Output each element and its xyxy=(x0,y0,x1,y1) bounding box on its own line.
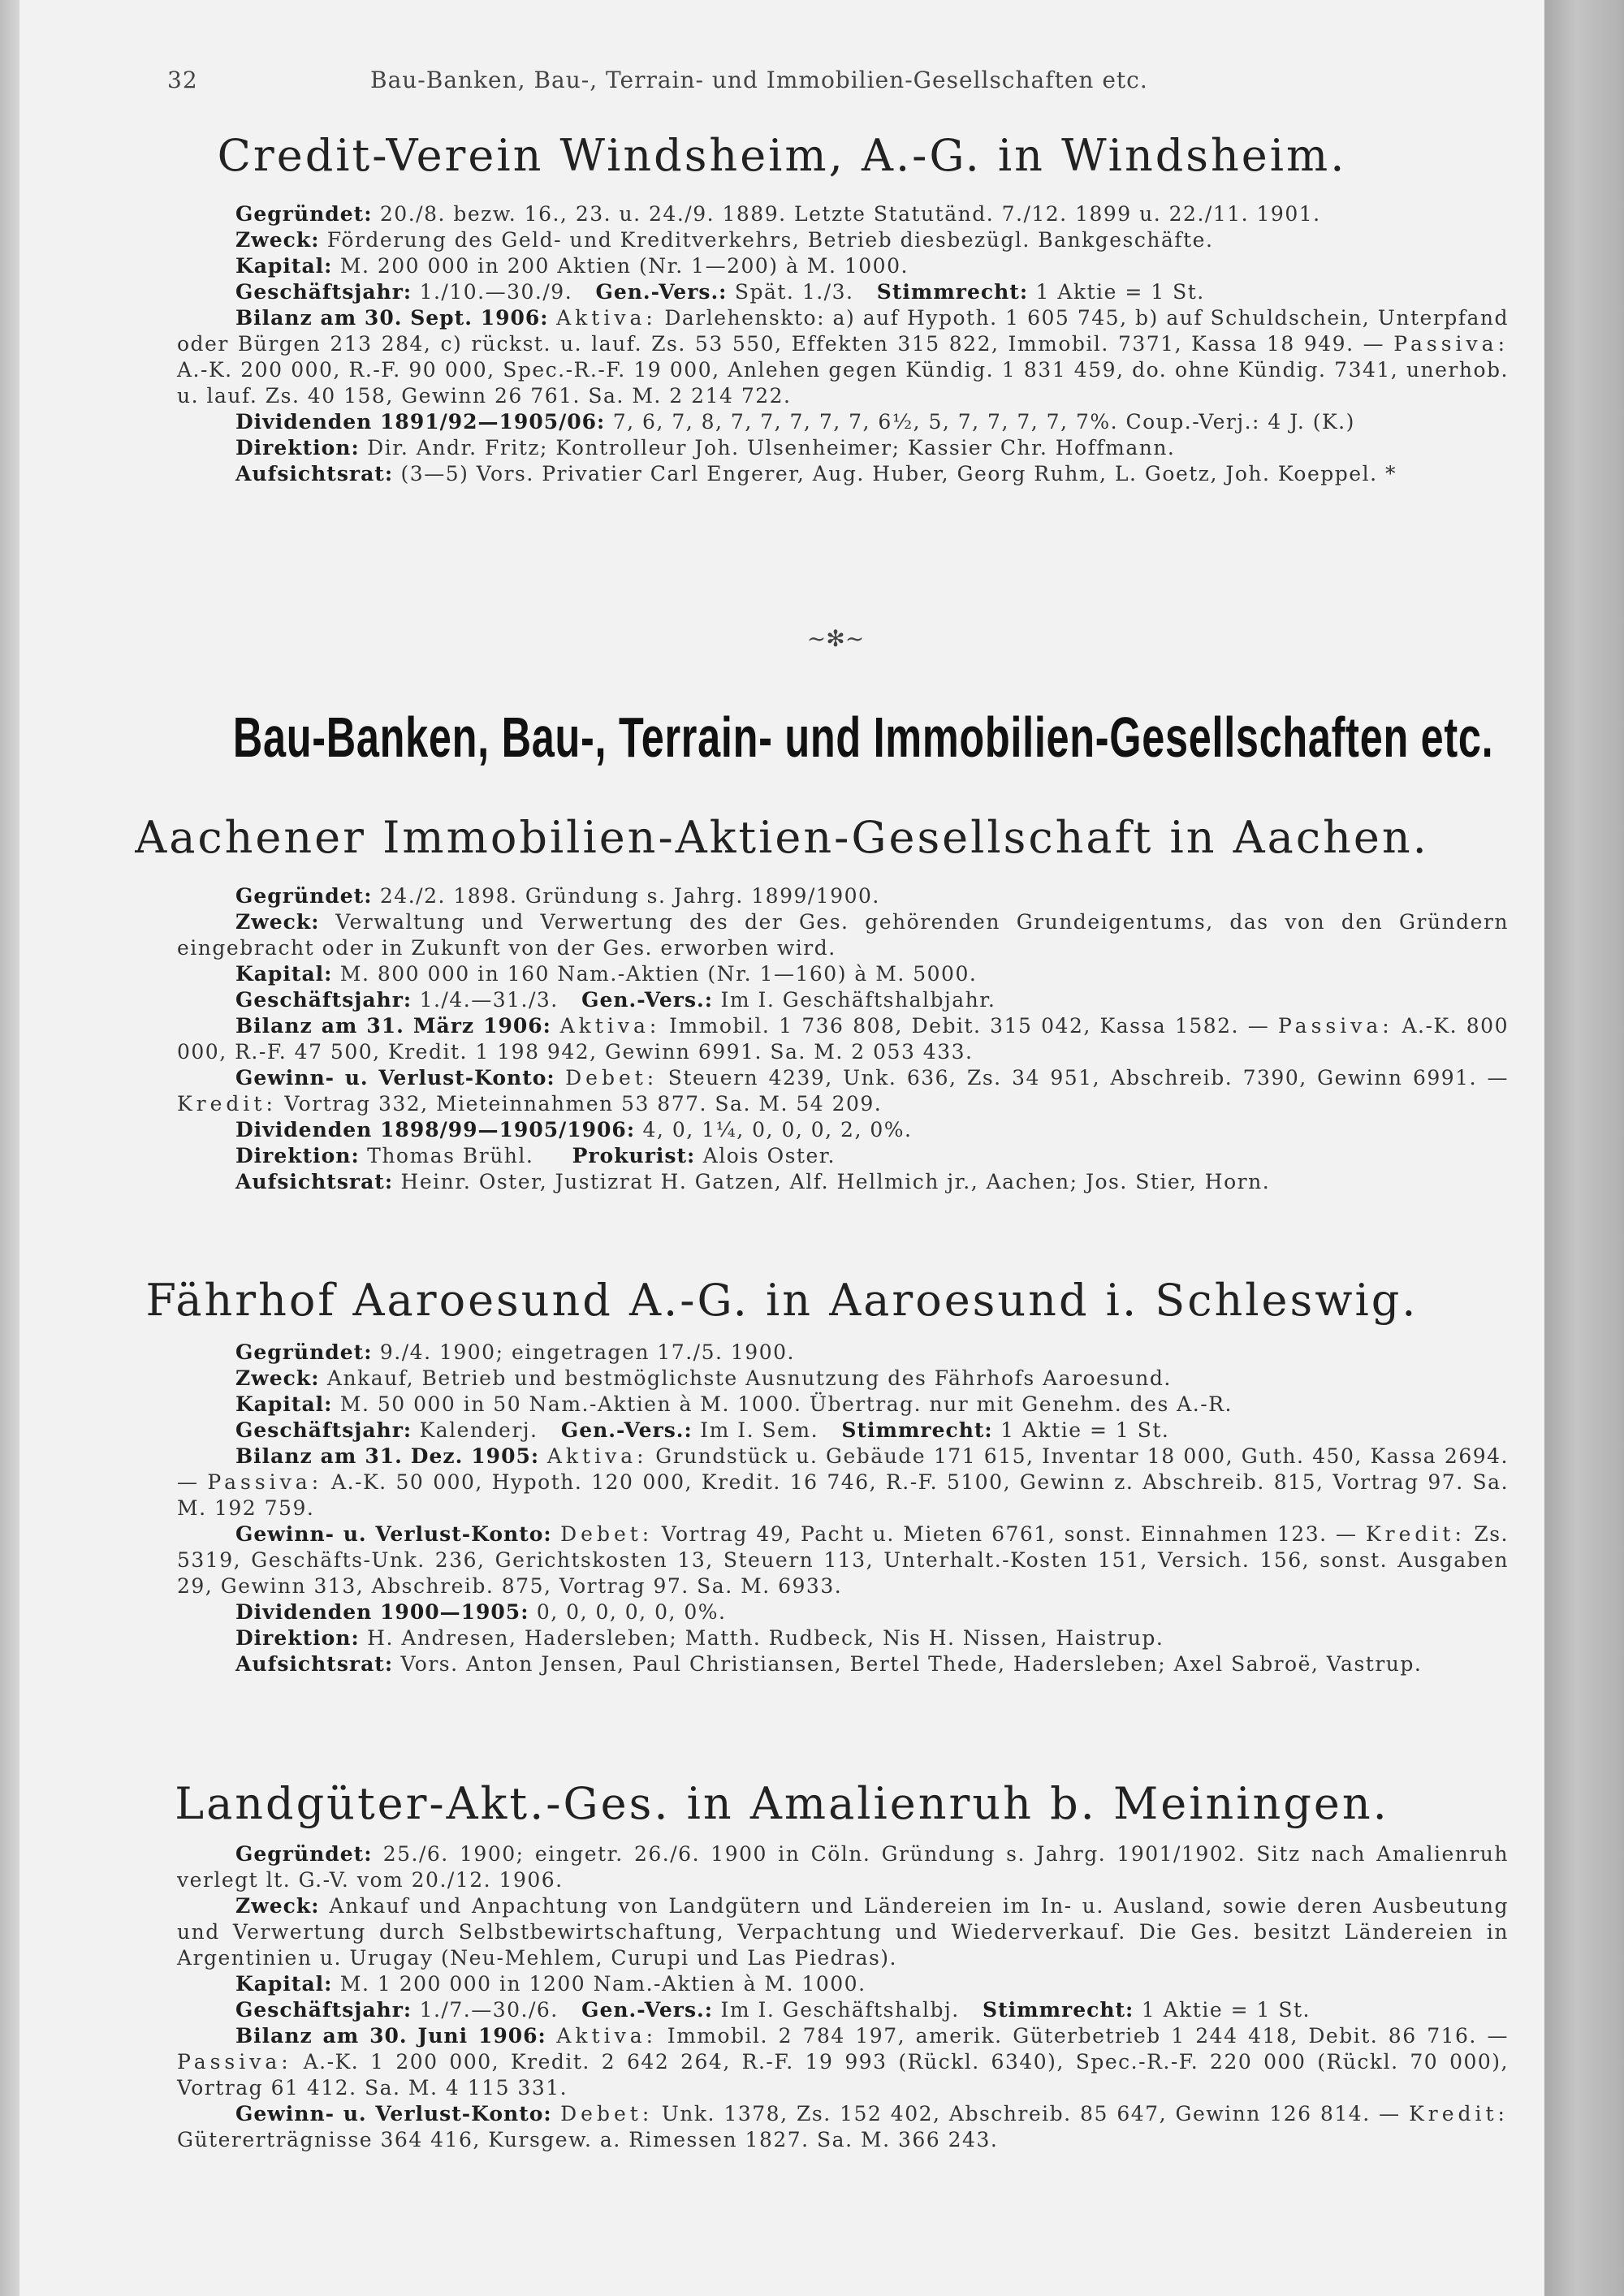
value-gegruendet: 25./6. 1900; eingetr. 26./6. 1900 in Cöln. Gründung s. Jahrg. 1901/1902. Sitz nach Amalienruh verlegt lt. G.-V. vom 20./12. 1906. xyxy=(177,1842,1509,1892)
label-passiva: Passiva: xyxy=(207,1470,323,1494)
label-passiva: Passiva: xyxy=(177,2050,292,2074)
label-aufsichtsrat: Aufsichtsrat: xyxy=(235,1170,394,1193)
value-aktiva: Grundstück u. Gebäude 171 615, Inventar 18 000, Guth. 450, Kassa 2694. — xyxy=(177,1444,1509,1494)
label-zweck: Zweck: xyxy=(235,228,320,252)
value-gegruendet: 20./8. bezw. 16., 23. u. 24./9. 1889. Letzte Statutänd. 7./12. 1899 u. 22./11. 1901. xyxy=(379,202,1321,226)
label-zweck: Zweck: xyxy=(235,1894,320,1918)
value-zweck: Ankauf, Betrieb und bestmöglichste Ausnutzung des Fährhofs Aaroesund. xyxy=(326,1366,1172,1390)
label-aktiva: Aktiva: xyxy=(559,1014,661,1038)
label-aktiva: Aktiva: xyxy=(556,306,657,330)
value-kapital: M. 800 000 in 160 Nam.-Aktien (Nr. 1—160) à M. 5000. xyxy=(339,962,978,986)
value-zweck: Förderung des Geld- und Kreditverkehrs, Betrieb diesbezügl. Bankgeschäfte. xyxy=(326,228,1214,252)
value-zweck: Ankauf und Anpachtung von Landgütern und Ländereien im In- u. Ausland, sowie deren Ausbeutung und Verwertung durch Selbstbewirtschaftung, Verpachtung und Wiederverkauf. Die Ges. besitzt Ländereien in Argentinien u. Urugay (Neu-Mehlem, Curupi und Las Piedras). xyxy=(177,1894,1509,1970)
label-geschaeftsjahr: Geschäftsjahr: xyxy=(235,1418,412,1442)
value-aufsichtsrat: Vors. Anton Jensen, Paul Christiansen, Bertel Thede, Hadersleben; Axel Sabroë, Vastrup. xyxy=(400,1652,1423,1676)
value-dividenden: 4, 0, 1¼, 0, 0, 0, 2, 0%. xyxy=(642,1118,913,1142)
label-kapital: Kapital: xyxy=(235,962,333,986)
value-gegruendet: 24./2. 1898. Gründung s. Jahrg. 1899/1900. xyxy=(379,884,880,908)
label-gegruendet: Gegründet: xyxy=(235,1842,373,1866)
value-genvers: Im I. Geschäftshalbjahr. xyxy=(720,988,996,1012)
value-gegruendet: 9./4. 1900; eingetragen 17./5. 1900. xyxy=(379,1340,795,1364)
running-head xyxy=(167,67,1466,93)
label-zweck: Zweck: xyxy=(235,1366,320,1390)
label-kredit: Kredit: xyxy=(1409,2102,1509,2126)
label-kapital: Kapital: xyxy=(235,1972,333,1996)
label-debet: Debet: xyxy=(565,1066,659,1090)
value-geschaeftsjahr: 1./4.—31./3. xyxy=(419,988,559,1012)
value-debet: Vortrag 49, Pacht u. Mieten 6761, sonst. Einnahmen 123. — xyxy=(661,1522,1358,1546)
value-aktiva: Darlehenskto: a) auf Hypoth. 1 605 745, b) auf Schuldschein, Unterpfand oder Bürgen 213 284, c) rückst. u. lauf. Zs. 53 550, Effekten 315 822, Immobil. 7371, Kassa 18 949. — xyxy=(177,306,1510,356)
label-genvers: Gen.-Vers.: xyxy=(581,988,713,1012)
value-dividenden: 7, 6, 7, 8, 7, 7, 7, 7, 7, 6½, 5, 7, 7, 7, 7, 7%. Coup.-Verj.: 4 J. (K.) xyxy=(612,410,1355,434)
label-bilanz: Bilanz am 30. Sept. 1906: xyxy=(235,306,549,330)
label-direktion: Direktion: xyxy=(235,1144,360,1167)
value-passiva: A.-K. 50 000, Hypoth. 120 000, Kredit. 16 746, R.-F. 5100, Gewinn z. Abschreib. 815, Vortrag 97. Sa. M. 192 759. xyxy=(177,1470,1510,1520)
entry-aachener xyxy=(177,883,1509,1195)
label-guv: Gewinn- u. Verlust-Konto: xyxy=(235,1522,552,1546)
label-geschaeftsjahr: Geschäftsjahr: xyxy=(235,988,412,1012)
value-direktion: H. Andresen, Hadersleben; Matth. Rudbeck, Nis H. Nissen, Haistrup. xyxy=(367,1626,1164,1650)
value-genvers: Im I. Geschäftshalbj. xyxy=(720,1998,960,2022)
value-aktiva: Immobil. 1 736 808, Debit. 315 042, Kassa 1582. — xyxy=(669,1014,1270,1038)
label-genvers: Gen.-Vers.: xyxy=(560,1418,693,1442)
label-debet: Debet: xyxy=(560,2102,654,2126)
label-passiva: Passiva: xyxy=(1277,1014,1393,1038)
label-stimmrecht: Stimmrecht: xyxy=(876,280,1029,304)
value-geschaeftsjahr: Kalenderj. xyxy=(419,1418,538,1442)
label-direktion: Direktion: xyxy=(235,436,360,460)
value-kapital: M. 1 200 000 in 1200 Nam.-Aktien à M. 1000. xyxy=(339,1972,866,1996)
value-aufsichtsrat: Heinr. Oster, Justizrat H. Gatzen, Alf. Hellmich jr., Aachen; Jos. Stier, Horn. xyxy=(400,1170,1271,1193)
section-title: Bau-Banken, Bau-, Terrain- und Immobilien-Gesellschaften etc. xyxy=(232,706,1494,769)
value-kapital: M. 50 000 in 50 Nam.-Aktien à M. 1000. Übertrag. nur mit Genehm. des A.-R. xyxy=(339,1392,1233,1416)
value-passiva: A.-K. 1 200 000, Kredit. 2 642 264, R.-F. 19 993 (Rückl. 6340), Spec.-R.-F. 220 000 (Rückl. 70 000), Vortrag 61 412. Sa. M. 4 115 331. xyxy=(177,2050,1509,2100)
label-bilanz: Bilanz am 31. Dez. 1905: xyxy=(235,1444,540,1468)
book-page xyxy=(19,0,1544,2296)
company-title-aachener: Aachener Immobilien-Aktien-Gesellschaft in Aachen. xyxy=(135,812,1429,863)
value-kredit: Gütererträgnisse 364 416, Kursgew. a. Rimessen 1827. Sa. M. 366 243. xyxy=(177,2128,999,2151)
value-geschaeftsjahr: 1./7.—30./6. xyxy=(419,1998,559,2022)
value-aktiva: Immobil. 2 784 197, amerik. Güterbetrieb 1 244 418, Debit. 86 716. — xyxy=(667,2024,1509,2048)
label-kredit: Kredit: xyxy=(1365,1522,1466,1546)
label-stimmrecht: Stimmrecht: xyxy=(841,1418,993,1442)
value-zweck: Verwaltung und Verwertung des der Ges. gehörenden Grundeigentums, das von den Gründern eingebracht oder in Zukunft von der Ges. erworben wird. xyxy=(177,910,1509,960)
label-bilanz: Bilanz am 30. Juni 1906: xyxy=(235,2024,546,2048)
label-kapital: Kapital: xyxy=(235,254,333,278)
section-ornament: ~✻~ xyxy=(806,625,865,652)
label-kredit: Kredit: xyxy=(177,1092,277,1116)
value-kredit: Vortrag 332, Mieteinnahmen 53 877. Sa. M. 54 209. xyxy=(284,1092,883,1116)
label-gegruendet: Gegründet: xyxy=(235,1340,373,1364)
label-aktiva: Aktiva: xyxy=(556,2024,658,2048)
label-debet: Debet: xyxy=(560,1522,654,1546)
label-aktiva: Aktiva: xyxy=(546,1444,648,1468)
value-prokurist: Alois Oster. xyxy=(702,1144,836,1167)
value-genvers: Spät. 1./3. xyxy=(734,280,854,304)
running-title: Bau-Banken, Bau-, Terrain- und Immobilien-Gesellschaften etc. xyxy=(370,67,1148,93)
value-genvers: Im I. Sem. xyxy=(700,1418,819,1442)
label-direktion: Direktion: xyxy=(235,1626,360,1650)
company-title-landgueter: Landgüter-Akt.-Ges. in Amalienruh b. Meiningen. xyxy=(175,1778,1389,1829)
value-passiva: A.-K. 200 000, R.-F. 90 000, Spec.-R.-F. 19 000, Anlehen gegen Kündig. 1 831 459, do. ohne Kündig. 7341, unerhob. u. lauf. Zs. 40 158, Gewinn 26 761. Sa. M. 2 214 722. xyxy=(177,358,1509,408)
value-passiva: A.-K. 800 000, R.-F. 47 500, Kredit. 1 198 942, Gewinn 6991. Sa. M. 2 053 433. xyxy=(177,1014,1509,1064)
value-stimmrecht: 1 Aktie = 1 St. xyxy=(1000,1418,1170,1442)
label-genvers: Gen.-Vers.: xyxy=(595,280,728,304)
value-debet: Unk. 1378, Zs. 152 402, Abschreib. 85 647, Gewinn 126 814. — xyxy=(661,2102,1401,2126)
value-dividenden: 0, 0, 0, 0, 0, 0%. xyxy=(536,1600,727,1624)
label-geschaeftsjahr: Geschäftsjahr: xyxy=(235,280,412,304)
label-guv: Gewinn- u. Verlust-Konto: xyxy=(235,1066,555,1090)
scan-shadow-left xyxy=(0,0,19,2296)
label-passiva: Passiva: xyxy=(1393,332,1510,356)
label-gegruendet: Gegründet: xyxy=(235,884,373,908)
label-geschaeftsjahr: Geschäftsjahr: xyxy=(235,1998,412,2022)
value-direktion: Dir. Andr. Fritz; Kontrolleur Joh. Ulsenheimer; Kassier Chr. Hoffmann. xyxy=(367,436,1176,460)
label-stimmrecht: Stimmrecht: xyxy=(983,1998,1134,2022)
entry-faehrhof xyxy=(177,1340,1509,1677)
label-aufsichtsrat: Aufsichtsrat: xyxy=(235,1652,394,1676)
value-aufsichtsrat: (3—5) Vors. Privatier Carl Engerer, Aug. Huber, Georg Ruhm, L. Goetz, Joh. Koeppel. * xyxy=(400,462,1397,486)
label-guv: Gewinn- u. Verlust-Konto: xyxy=(235,2102,552,2126)
label-aufsichtsrat: Aufsichtsrat: xyxy=(235,462,394,486)
company-title-credit-verein: Credit-Verein Windsheim, A.-G. in Windsheim. xyxy=(217,130,1347,181)
value-stimmrecht: 1 Aktie = 1 St. xyxy=(1141,1998,1311,2022)
label-dividenden: Dividenden 1898/99—1905/1906: xyxy=(235,1118,636,1142)
company-title-faehrhof: Fährhof Aaroesund A.-G. in Aaroesund i. Schleswig. xyxy=(145,1275,1419,1326)
entry-credit-verein xyxy=(177,201,1509,487)
label-zweck: Zweck: xyxy=(235,910,320,934)
scan-shadow-right xyxy=(1544,0,1624,2296)
value-kapital: M. 200 000 in 200 Aktien (Nr. 1—200) à M. 1000. xyxy=(339,254,909,278)
label-dividenden: Dividenden 1900—1905: xyxy=(235,1600,529,1624)
page-number: 32 xyxy=(167,67,198,93)
label-dividenden: Dividenden 1891/92—1905/06: xyxy=(235,410,606,434)
label-genvers: Gen.-Vers.: xyxy=(581,1998,713,2022)
value-stimmrecht: 1 Aktie = 1 St. xyxy=(1035,280,1205,304)
label-kapital: Kapital: xyxy=(235,1392,333,1416)
value-debet: Steuern 4239, Unk. 636, Zs. 34 951, Abschreib. 7390, Gewinn 6991. — xyxy=(667,1066,1509,1090)
label-gegruendet: Gegründet: xyxy=(235,202,373,226)
value-geschaeftsjahr: 1./10.—30./9. xyxy=(419,280,573,304)
value-kredit: Zs. 5319, Geschäfts-Unk. 236, Gerichtskosten 13, Steuern 113, Unterhalt.-Kosten 151, Versich. 156, sonst. Ausgaben 29, Gewinn 313, Abschreib. 875, Vortrag 97. Sa. M. 6933. xyxy=(177,1522,1509,1598)
label-bilanz: Bilanz am 31. März 1906: xyxy=(235,1014,551,1038)
label-prokurist: Prokurist: xyxy=(572,1144,696,1167)
entry-landgueter xyxy=(177,1841,1509,2153)
value-direktion: Thomas Brühl. xyxy=(367,1144,534,1167)
